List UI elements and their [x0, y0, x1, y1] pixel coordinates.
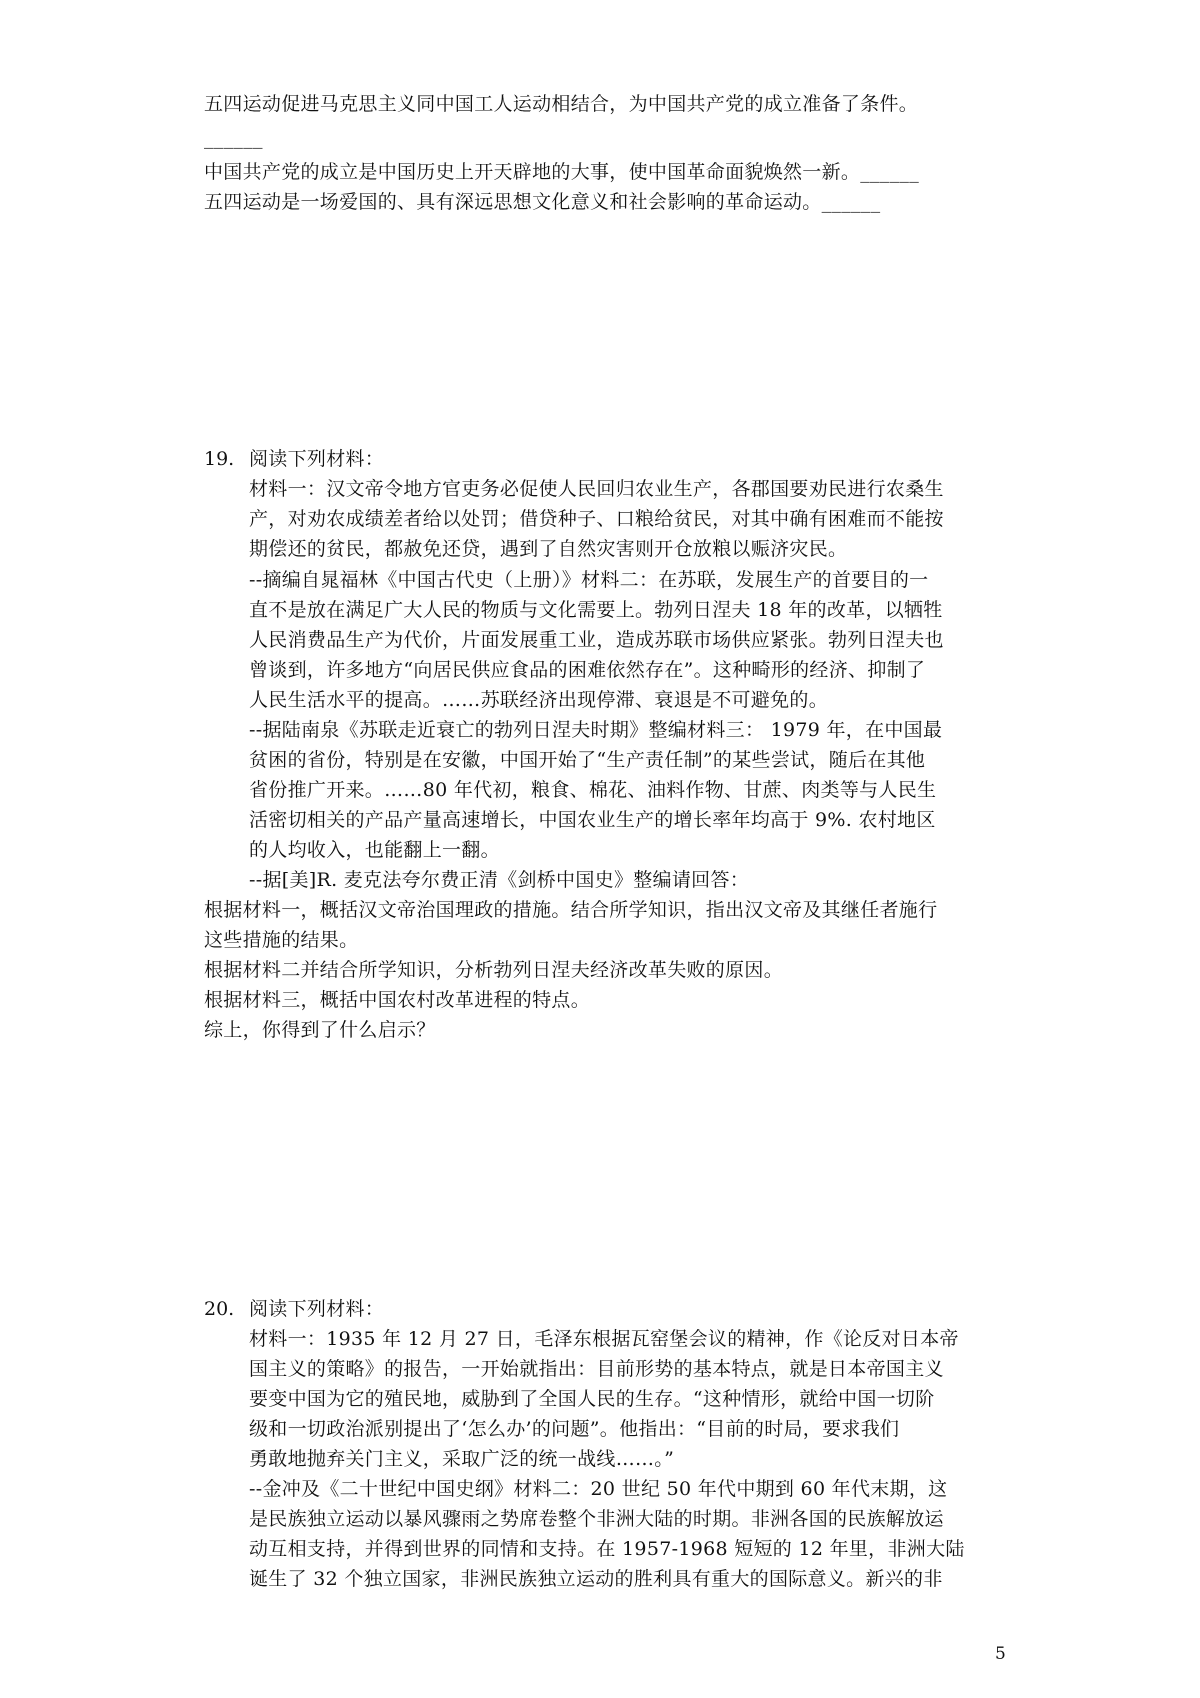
sub-question: 根据材料二并结合所学知识，分析勃列日涅夫经济改革失败的原因。 — [204, 959, 784, 981]
material-line: --据陆南泉《苏联走近衰亡的勃列日涅夫时期》整编材料三： 1979 年，在中国最 — [249, 719, 943, 741]
material-line: --据[美]R. 麦克法夸尔费正清《剑桥中国史》整编请回答： — [249, 869, 750, 891]
material-line: 期偿还的贫民，都赦免还贷，遇到了自然灾害则开仓放粮以赈济灾民。 — [249, 538, 848, 560]
material-line: 省份推广开来。……80 年代初，粮食、棉花、油料作物、甘蔗、肉类等与人民生 — [249, 779, 937, 801]
material-line: 材料一：汉文帝令地方官吏务必促使人民回归农业生产，各郡国要劝民进行农桑生 — [249, 478, 944, 500]
material-line: 贫困的省份，特别是在安徽，中国开始了“生产责任制”的某些尝试，随后在其他 — [249, 749, 926, 771]
question-number: 20. — [204, 1298, 235, 1320]
page-number: 5 — [995, 1644, 1006, 1664]
material-line: 曾谈到，许多地方“向居民供应食品的困难依然存在”。这种畸形的经济、抑制了 — [249, 659, 926, 681]
material-line: --摘编自晁福林《中国古代史（上册）》材料二：在苏联，发展生产的首要目的一 — [249, 569, 929, 591]
material-line: 活密切相关的产品产量高速增长，中国农业生产的增长率年均高于 9%. 农村地区 — [249, 809, 936, 831]
question-number: 19. — [204, 448, 235, 470]
material-line: 诞生了 32 个独立国家，非洲民族独立运动的胜利具有重大的国际意义。新兴的非 — [249, 1568, 943, 1590]
sub-question: 根据材料一，概括汉文帝治国理政的措施。结合所学知识，指出汉文帝及其继任者施行 — [204, 899, 938, 921]
sub-question: 这些措施的结果。 — [204, 929, 359, 951]
material-line: 的人均收入，也能翻上一翻。 — [249, 839, 500, 861]
statement-line: 中国共产党的成立是中国历史上开天辟地的大事，使中国革命面貌焕然一新。______ — [204, 161, 920, 183]
material-line: 产，对劝农成绩差者给以处罚；借贷种子、口粮给贫民，对其中确有困难而不能按 — [249, 508, 944, 530]
material-line: 国主义的策略》的报告，一开始就指出：目前形势的基本特点，就是日本帝国主义 — [249, 1358, 944, 1380]
material-line: 勇敢地抛弃关门主义，采取广泛的统一战线……。” — [249, 1448, 675, 1470]
sub-question: 根据材料三，概括中国农村改革进程的特点。 — [204, 989, 591, 1011]
material-line: --金冲及《二十世纪中国史纲》材料二：20 世纪 50 年代中期到 60 年代末期，这 — [249, 1478, 948, 1500]
sub-question: 综上，你得到了什么启示？ — [204, 1019, 436, 1041]
statement-line: 五四运动促进马克思主义同中国工人运动相结合，为中国共产党的成立准备了条件。 — [204, 93, 919, 115]
material-line: 是民族独立运动以暴风骤雨之势席卷整个非洲大陆的时期。非洲各国的民族解放运 — [249, 1508, 944, 1530]
material-line: 材料一：1935 年 12 月 27 日，毛泽东根据瓦窑堡会议的精神，作《论反对日本帝 — [249, 1328, 959, 1350]
material-line: 动互相支持，并得到世界的同情和支持。在 1957-1968 短短的 12 年里，非洲大陆 — [249, 1538, 965, 1560]
statement-line: 五四运动是一场爱国的、具有深远思想文化意义和社会影响的革命运动。______ — [204, 191, 881, 213]
material-line: 人民消费品生产为代价，片面发展重工业，造成苏联市场供应紧张。勃列日涅夫也 — [249, 629, 944, 651]
material-line: 要变中国为它的殖民地，威胁到了全国人民的生存。“这种情形，就给中国一切阶 — [249, 1388, 935, 1410]
material-line: 级和一切政治派别提出了‘怎么办’的问题”。他指出：“目前的时局，要求我们 — [249, 1418, 900, 1440]
question-intro: 阅读下列材料： — [249, 1298, 385, 1320]
question-intro: 阅读下列材料： — [249, 448, 385, 470]
material-line: 人民生活水平的提高。……苏联经济出现停滞、衰退是不可避免的。 — [249, 689, 829, 711]
material-line: 直不是放在满足广大人民的物质与文化需要上。勃列日涅夫 18 年的改革，以牺牲 — [249, 599, 943, 621]
answer-blank: ______ — [204, 127, 263, 149]
